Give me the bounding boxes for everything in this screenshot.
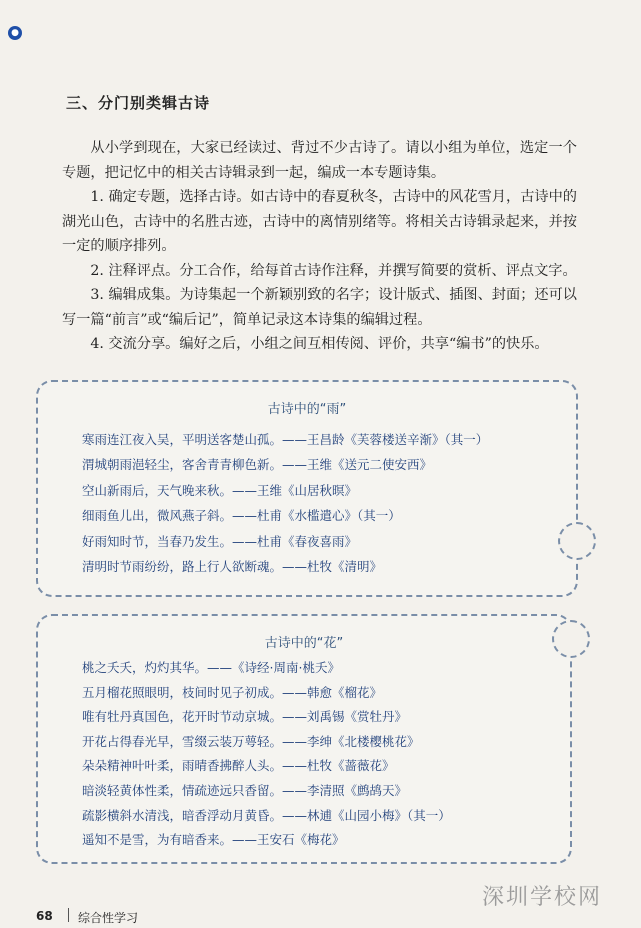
poem-line: 疏影横斜水清浅，暗香浮动月黄昏。——林逋《山园小梅》（其一） <box>82 807 451 823</box>
poem-line: 唯有牡丹真国色，花开时节动京城。——刘禹锡《赏牡丹》 <box>82 709 408 725</box>
poem-line: 遥知不是雪，为有暗香来。——王安石《梅花》 <box>82 832 345 848</box>
step-3-paragraph: 3. 编辑成集。为诗集起一个新颖别致的名字；设计版式、插图、封面；还可以写一篇“前言”或“编后记”，简单记录这本诗集的编辑过程。 <box>62 287 577 328</box>
section-title: 三、分门别类辑古诗 <box>66 94 211 112</box>
footer-section-label: 综合性学习 <box>78 911 139 925</box>
rain-poems-box <box>36 380 578 597</box>
step-4-paragraph: 4. 交流分享。编好之后，小组之间互相传阅、评价，共享“编书”的快乐。 <box>90 336 549 352</box>
poem-line: 空山新雨后，天气晚来秋。——王维《山居秋暝》 <box>82 482 358 498</box>
flower-box-title: 古诗中的“花” <box>264 636 344 651</box>
box-notch <box>558 522 596 560</box>
watermark: 深圳学校网 <box>482 885 603 910</box>
poem-line: 好雨知时节，当春乃发生。——杜甫《春夜喜雨》 <box>82 533 358 549</box>
poem-line: 五月榴花照眼明，枝间时见子初成。——韩愈《榴花》 <box>82 684 383 700</box>
page-number: 68 <box>36 909 53 923</box>
footer-divider <box>68 908 69 922</box>
poem-line: 暗淡轻黄体性柔，情疏迹远只香留。——李清照《鹧鸪天》 <box>82 782 408 798</box>
corner-logo-icon: ● <box>8 26 22 40</box>
poem-line: 渭城朝雨浥轻尘，客舍青青柳色新。——王维《送元二使安西》 <box>82 457 433 473</box>
poem-line: 清明时节雨纷纷，路上行人欲断魂。——杜牧《清明》 <box>82 558 383 574</box>
flower-poem-list <box>82 656 451 853</box>
flower-poems-box <box>36 614 572 864</box>
rain-poem-list <box>82 427 488 579</box>
poem-line: 开花占得春光早，雪缀云装万萼轻。——李绅《北楼樱桃花》 <box>82 733 420 749</box>
poem-line: 细雨鱼儿出，微风燕子斜。——杜甫《水槛遣心》（其一） <box>82 508 401 524</box>
poem-line: 朵朵精神叶叶柔，雨晴香拂醉人头。——杜牧《蔷薇花》 <box>82 758 395 774</box>
step-1-paragraph: 1. 确定专题，选择古诗。如古诗中的春夏秋冬，古诗中的风花雪月，古诗中的湖光山色，古诗中的名胜古迹，古诗中的离情别绪等。将相关古诗辑录起来，并按一定的顺序排列。 <box>62 189 577 254</box>
intro-text <box>62 136 577 357</box>
step-2-paragraph: 2. 注释评点。分工合作，给每首古诗作注释，并撰写简要的赏析、评点文字。 <box>90 262 577 279</box>
intro-paragraph: 从小学到现在，大家已经读过、背过不少古诗了。请以小组为单位，选定一个专题，把记忆中的相关古诗辑录到一起，编成一本专题诗集。 <box>62 140 577 181</box>
poem-line: 桃之夭夭，灼灼其华。——《诗经·周南·桃夭》 <box>82 660 340 675</box>
poem-line: 寒雨连江夜入吴，平明送客楚山孤。——王昌龄《芙蓉楼送辛渐》（其一） <box>82 432 489 447</box>
rain-box-title: 古诗中的“雨” <box>267 402 347 417</box>
